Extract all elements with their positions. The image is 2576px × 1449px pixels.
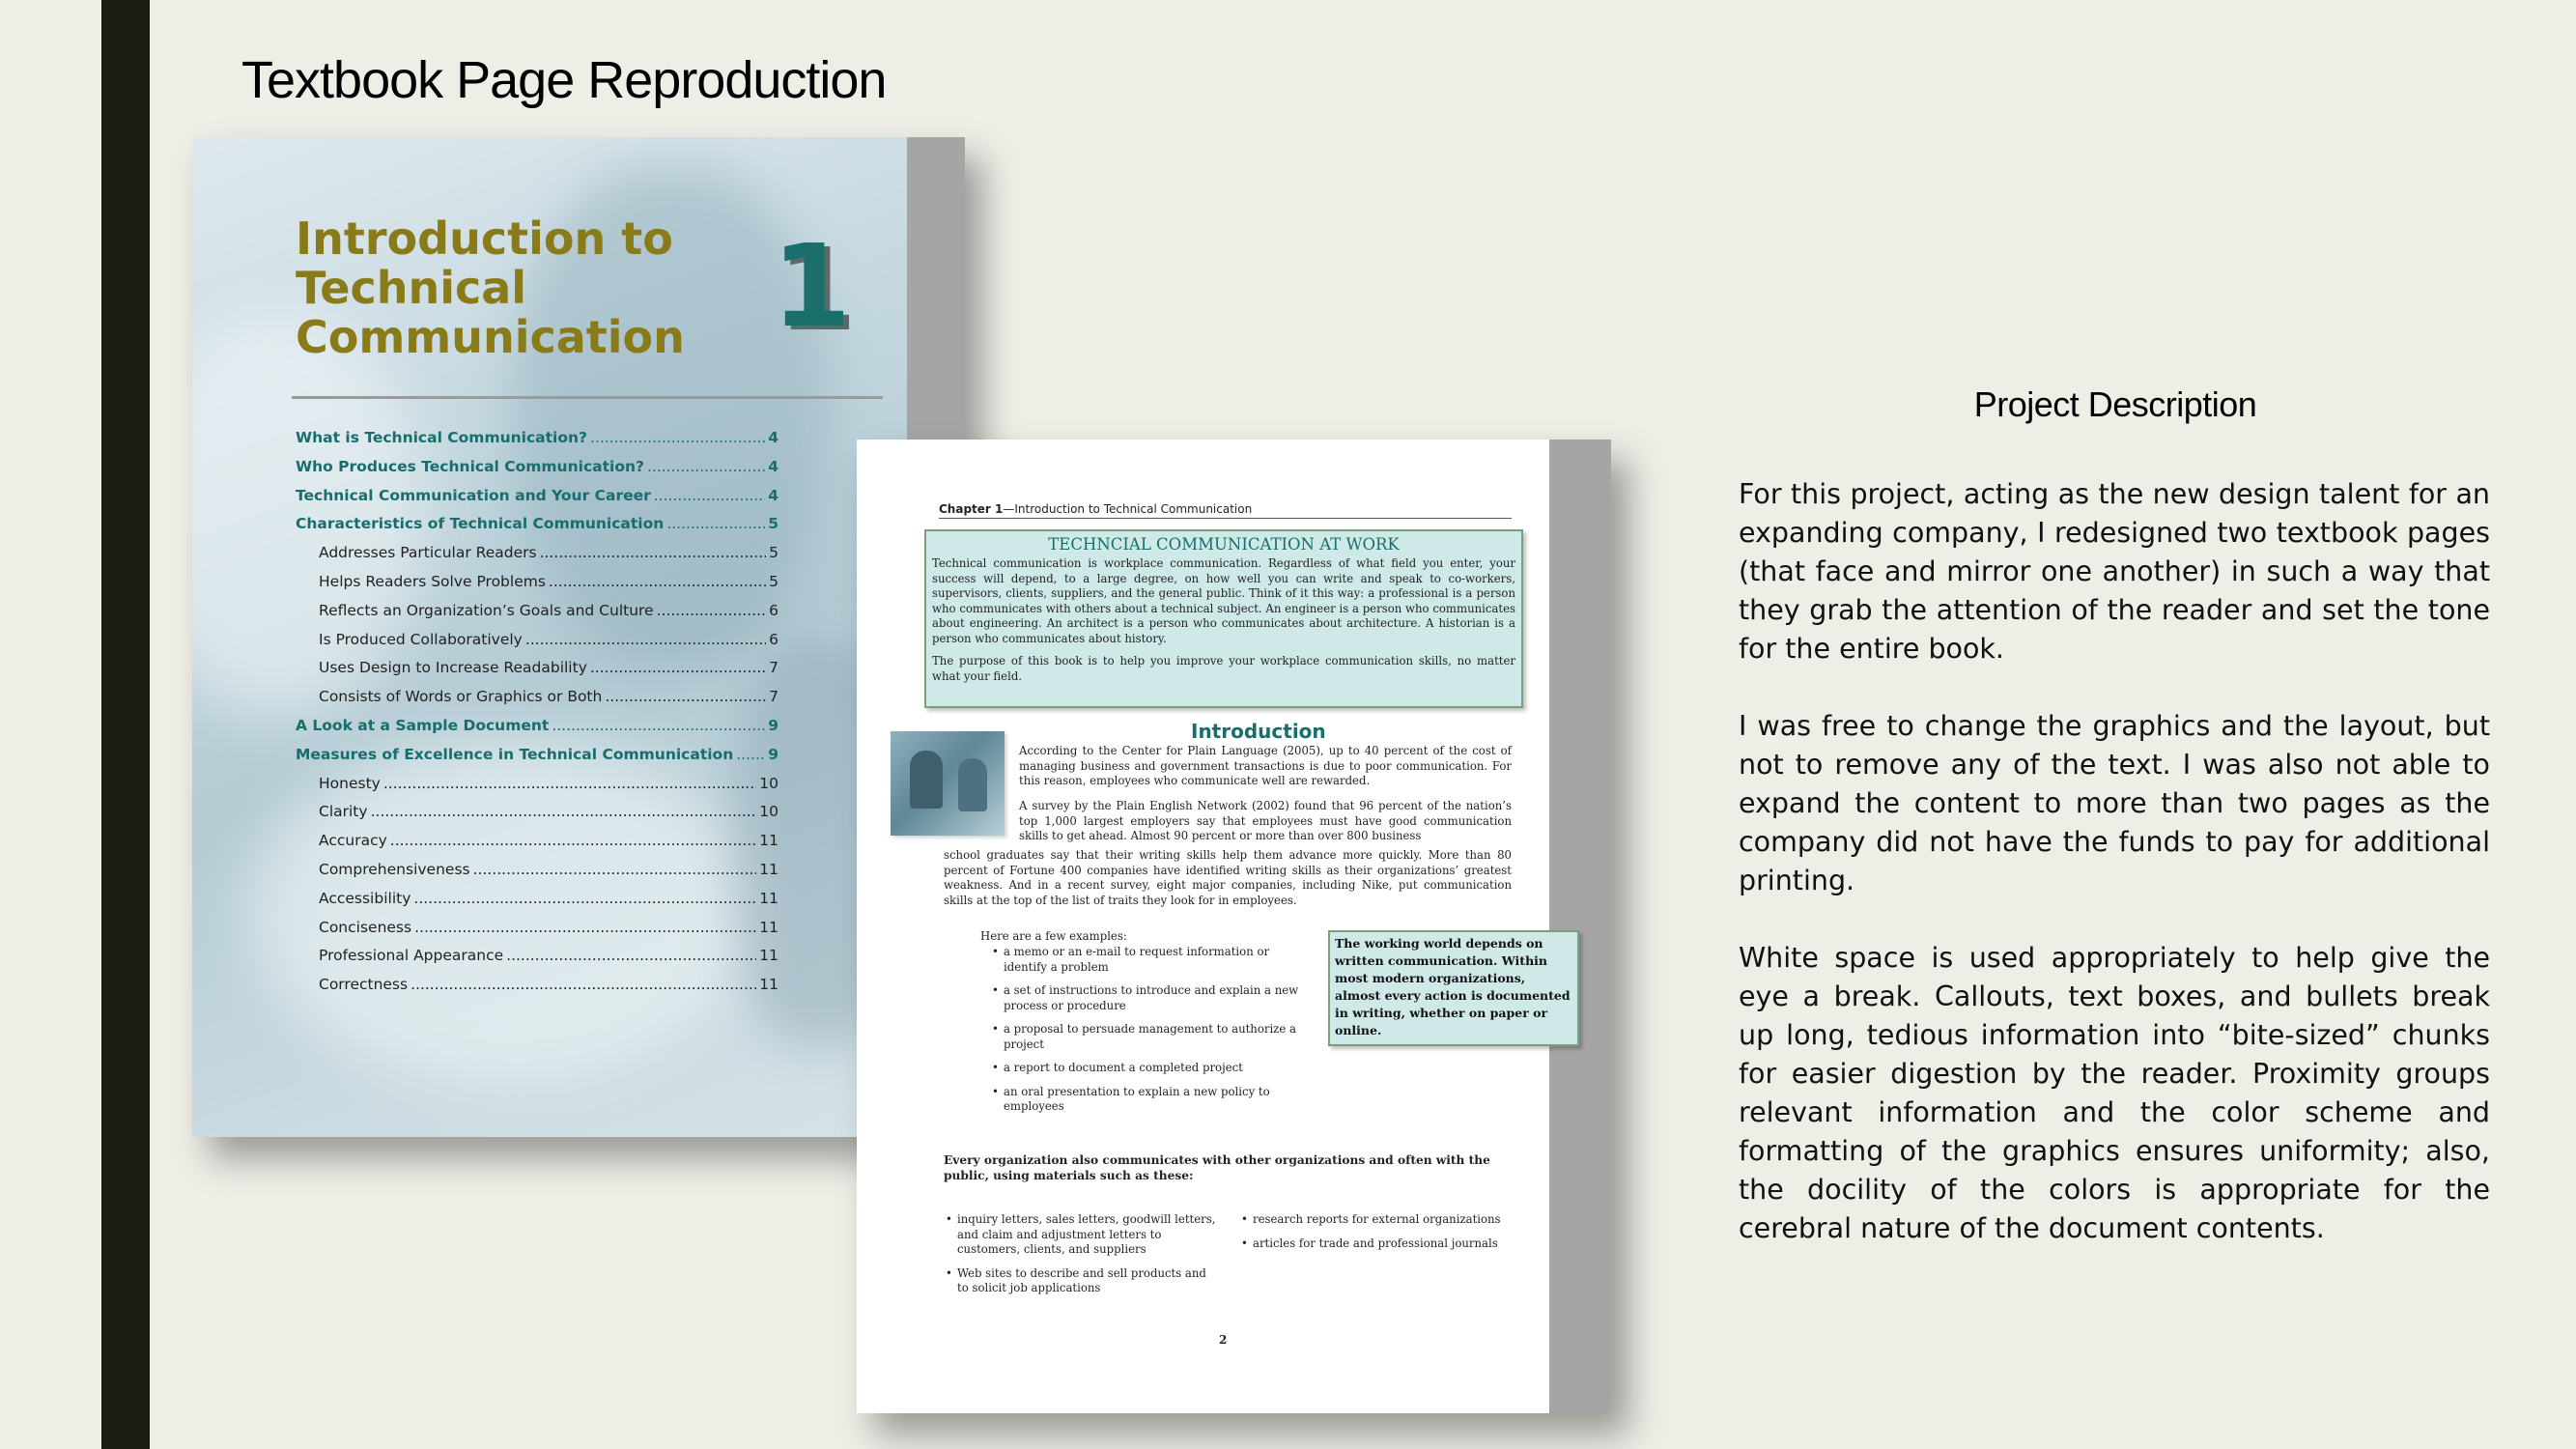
toc-row: Professional Appearance ..... 11 (296, 947, 778, 976)
toc-row: Clarity ..... 10 (296, 803, 778, 832)
running-header: Chapter 1—Introduction to Technical Communication (939, 502, 1512, 519)
body-paragraph: school graduates say that their writing skills help them advance more quickly. More than 80 percent of Fortune 400 companies have identified writing skills as their organizations’ greatest weakness. And in a recent survey, eight major companies, including Nike, put communication skills at the top of the list of traits they look for in employees. (944, 848, 1512, 907)
toc-row: Accessibility ..... 11 (296, 890, 778, 919)
toc-row: Helps Readers Solve Problems ..... 5 (296, 573, 778, 602)
examples-list (992, 945, 1311, 1123)
textbook-page-1 (192, 137, 965, 1137)
toc-row: Conciseness ..... 11 (296, 919, 778, 948)
chapter-number: 1 (772, 219, 852, 353)
body-paragraph-bold: Every organization also communicates with other organizations and often with the public, using materials such as these: (944, 1153, 1490, 1182)
toc-row: Correctness ..... 11 (296, 976, 778, 1005)
body-paragraph: According to the Center for Plain Language (2005), up to 40 percent of the cost of managing business and government transactions is due to poor communication. For this reason, employees who communicate well are rewarded. (1019, 744, 1512, 787)
toc-row: Honesty ..... 10 (296, 775, 778, 804)
description-paragraph: I was free to change the graphics and the layout, but not to remove any of the text. I was also not able to expand the content to more than two pages as the company did not have the funds to pay for additional printing. (1739, 710, 2490, 896)
list-item: • articles for trade and professional journals (1241, 1236, 1512, 1252)
project-description-title: Project Description (1973, 384, 2257, 424)
callout-paragraph: Technical communication is workplace communication. Regardless of what field you enter, your success will depend, to a large degree, on how well you can write and speak to co-workers, supervisors, clients, suppliers, and the general public. Think of it this way: a professional is a person who communicates with others about a technical subject. An engineer is a person who communicates about engineering. An architect is a person who communicates about architecture. A historian is a person who communicates about history. (932, 556, 1515, 645)
toc-row: Comprehensiveness ..... 11 (296, 861, 778, 890)
page2-gutter (1549, 440, 1611, 1413)
callout-title: TECHNCIAL COMMUNICATION AT WORK (1048, 535, 1400, 554)
callout-paragraph: The purpose of this book is to help you improve your workplace communication skills, no matter what your field. (932, 654, 1515, 683)
left-accent-bar (101, 0, 150, 1449)
toc-row: Characteristics of Technical Communication ..... 5 (296, 515, 778, 544)
business-meeting-photo (891, 731, 1005, 836)
examples-intro: Here are a few examples: (980, 929, 1127, 943)
pull-quote-callout: The working world depends on written communication. Within most modern organizations, almost every action is documented in writing, whether on paper or online. (1328, 930, 1579, 1046)
description-paragraph: White space is used appropriately to help give the eye a break. Callouts, text boxes, and bullets break up long, tedious information into “bite-sized” chunks for easier digestion by the reader. Proximity groups relevant information and the color scheme and formatting of the graphics ensures uniformity; also, the docility of the colors is appropriate for the cerebral nature of the document contents. (1739, 942, 2490, 1244)
page-number: 2 (1219, 1333, 1228, 1347)
at-work-callout-box (924, 529, 1523, 708)
body-paragraph: A survey by the Plain English Network (2002) found that 96 percent of the nation’s top 1,000 largest employers say that employees must have good communication skills to get ahead. Almost 90 percent or more than over 800 business (1019, 799, 1512, 842)
toc-row: A Look at a Sample Document ..... 9 (296, 717, 778, 746)
chapter-divider (292, 396, 883, 399)
description-paragraph: For this project, acting as the new design talent for an expanding company, I redesigned two textbook pages (that face and mirror one another) in such a way that they grab the attention of the reader and set the tone for the entire book. (1739, 478, 2490, 665)
materials-list-left (946, 1212, 1216, 1305)
list-item: • inquiry letters, sales letters, goodwill letters, and claim and adjustment letters to customers, clients, and suppliers (946, 1212, 1216, 1258)
introduction-heading: Introduction (1191, 720, 1326, 743)
list-item: • a set of instructions to introduce and explain a new process or procedure (992, 983, 1311, 1013)
toc-row: Reflects an Organization’s Goals and Culture ..... 6 (296, 602, 778, 631)
table-of-contents (296, 429, 778, 1005)
list-item: • a proposal to persuade management to authorize a project (992, 1022, 1311, 1052)
toc-row: Technical Communication and Your Career ..... 4 (296, 487, 778, 516)
slide-title: Textbook Page Reproduction (241, 51, 887, 109)
list-item: • Web sites to describe and sell products and to solicit job applications (946, 1266, 1216, 1296)
list-item: • a memo or an e-mail to request information or identify a problem (992, 945, 1311, 975)
toc-row: Addresses Particular Readers ..... 5 (296, 544, 778, 573)
toc-row: Is Produced Collaboratively ..... 6 (296, 631, 778, 660)
materials-list-right (1241, 1212, 1512, 1260)
toc-row: What is Technical Communication? ..... 4 (296, 429, 778, 458)
toc-row: Accuracy ..... 11 (296, 832, 778, 861)
toc-row: Uses Design to Increase Readability ..... 7 (296, 659, 778, 688)
textbook-page-2 (857, 440, 1611, 1413)
list-item: • an oral presentation to explain a new policy to employees (992, 1085, 1311, 1115)
toc-row: Who Produces Technical Communication? ..... 4 (296, 458, 778, 487)
project-description (1739, 475, 2490, 1287)
toc-row: Consists of Words or Graphics or Both ..... 7 (296, 688, 778, 717)
toc-row: Measures of Excellence in Technical Communication ..... 9 (296, 746, 778, 775)
list-item: • research reports for external organizations (1241, 1212, 1512, 1228)
list-item: • a report to document a completed project (992, 1061, 1311, 1076)
chapter-title: Introduction to Technical Communication (296, 213, 685, 363)
